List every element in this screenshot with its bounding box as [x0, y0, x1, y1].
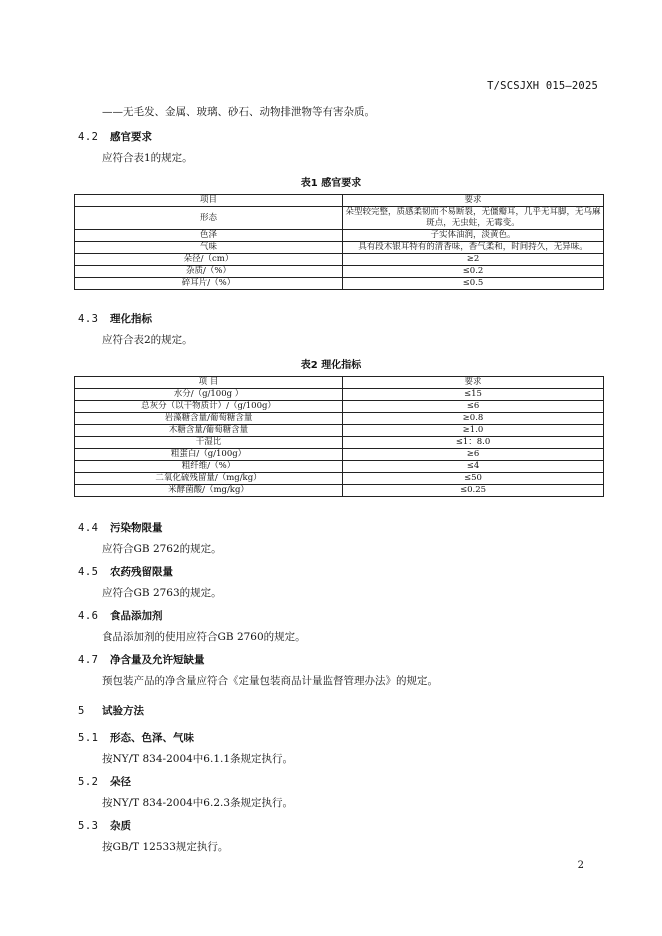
row-requirement: ≤15: [343, 389, 604, 401]
header-item: 项目: [75, 195, 343, 207]
table-1-caption: 表1 感官要求: [300, 178, 362, 189]
row-item: 干湿比: [75, 437, 343, 449]
row-requirement: ≤0.5: [343, 278, 604, 290]
heading-4-3: [78, 311, 152, 326]
section-number: 5.2: [78, 776, 99, 788]
table-row: [75, 401, 604, 413]
row-item: 朵径/（cm）: [75, 254, 343, 266]
section-title: 食品添加剂: [110, 610, 163, 622]
row-item: 二氧化硫残留量/（mg/kg）: [75, 473, 343, 485]
row-item: 总灰分（以干物质计）/（g/100g）: [75, 401, 343, 413]
header-requirement: 要求: [343, 195, 604, 207]
section-title: 杂质: [110, 820, 131, 832]
section-title: 农药残留限量: [110, 566, 173, 578]
row-requirement: ≤6: [343, 401, 604, 413]
para-5-3: 按GB/T 12533规定执行。: [102, 841, 229, 853]
row-item: 粗纤维/（%）: [75, 461, 343, 473]
table-row: [75, 449, 604, 461]
row-item: 碎耳片/（%）: [75, 278, 343, 290]
row-requirement: ≥1.0: [343, 425, 604, 437]
section-title: 感官要求: [110, 131, 152, 143]
row-requirement: 具有段木银耳特有的清香味，香气柔和，时间持久，无异味。: [343, 242, 604, 254]
para-4-2: 应符合表1的规定。: [102, 152, 193, 164]
table-row: [75, 242, 604, 254]
heading-4-7: [78, 652, 205, 667]
para-4-6: 食品添加剂的使用应符合GB 2760的规定。: [102, 631, 306, 643]
row-requirement: ≥0.8: [343, 413, 604, 425]
row-requirement: ≤4: [343, 461, 604, 473]
row-item: 米酵菌酸/（mg/kg）: [75, 485, 343, 497]
document-id: T/SCSJXH 015—2025: [487, 80, 598, 92]
table-row: [75, 230, 604, 242]
sensory-table: [74, 194, 604, 290]
table-2-caption: 表2 理化指标: [300, 360, 362, 371]
row-item: 色泽: [75, 230, 343, 242]
table-row: [75, 473, 604, 485]
para-5-2: 按NY/T 834-2004中6.2.3条规定执行。: [102, 797, 294, 809]
section-title: 形态、色泽、气味: [110, 732, 194, 744]
row-item: 形态: [75, 207, 343, 230]
row-requirement: ≤50: [343, 473, 604, 485]
intro-line: ——无毛发、金属、玻璃、砂石、动物排泄物等有害杂质。: [102, 106, 375, 118]
section-number: 5: [78, 705, 85, 717]
heading-4-4: [78, 520, 163, 535]
table-row: [75, 207, 604, 230]
table-row: [75, 266, 604, 278]
table-row: [75, 413, 604, 425]
row-requirement: 朵型较完整，质感柔韧而不易断裂，无僵瓣耳，几乎无耳脚，无乌麻斑点，无虫蛀，无霉变。: [343, 207, 604, 230]
section-number: 4.2: [78, 131, 99, 143]
row-item: 气味: [75, 242, 343, 254]
section-number: 5.1: [78, 732, 99, 744]
para-4-3: 应符合表2的规定。: [102, 334, 193, 346]
heading-5-3: [78, 818, 131, 833]
section-number: 5.3: [78, 820, 99, 832]
table-row: [75, 425, 604, 437]
row-requirement: ≤0.25: [343, 485, 604, 497]
para-4-4: 应符合GB 2762的规定。: [102, 543, 222, 555]
para-4-7: 预包装产品的净含量应符合《定量包装商品计量监督管理办法》的规定。: [102, 675, 438, 687]
row-item: 岩藻糖含量/葡萄糖含量: [75, 413, 343, 425]
header-item: 项 目: [75, 377, 343, 389]
row-requirement: 子实体油润，淡黄色。: [343, 230, 604, 242]
heading-5: [78, 703, 144, 718]
row-requirement: ≥2: [343, 254, 604, 266]
table-row: [75, 461, 604, 473]
section-number: 4.4: [78, 522, 99, 534]
row-requirement: ≤0.2: [343, 266, 604, 278]
para-4-5: 应符合GB 2763的规定。: [102, 587, 222, 599]
heading-5-1: [78, 730, 194, 745]
row-requirement: ≤1：8.0: [343, 437, 604, 449]
section-title: 净含量及允许短缺量: [110, 654, 205, 666]
page-number: 2: [577, 860, 584, 871]
heading-4-6: [78, 608, 163, 623]
section-number: 4.3: [78, 313, 99, 325]
table-header-row: [75, 377, 604, 389]
section-number: 4.5: [78, 566, 99, 578]
section-number: 4.7: [78, 654, 99, 666]
section-number: 4.6: [78, 610, 99, 622]
para-5-1: 按NY/T 834-2004中6.1.1条规定执行。: [102, 753, 294, 765]
table-row: [75, 278, 604, 290]
table-row: [75, 254, 604, 266]
row-requirement: ≥6: [343, 449, 604, 461]
table-header-row: [75, 195, 604, 207]
table-row: [75, 437, 604, 449]
section-title: 污染物限量: [110, 522, 163, 534]
section-title: 试验方法: [102, 705, 144, 717]
heading-4-2: [78, 129, 152, 144]
physicochemical-table: [74, 376, 604, 497]
section-title: 朵径: [110, 776, 131, 788]
table-row: [75, 389, 604, 401]
row-item: 杂质/（%）: [75, 266, 343, 278]
table-row: [75, 485, 604, 497]
row-item: 木糖含量/葡萄糖含量: [75, 425, 343, 437]
heading-5-2: [78, 774, 131, 789]
header-requirement: 要求: [343, 377, 604, 389]
row-item: 粗蛋白/（g/100g）: [75, 449, 343, 461]
row-item: 水分/（g/100g ）: [75, 389, 343, 401]
heading-4-5: [78, 564, 173, 579]
section-title: 理化指标: [110, 313, 152, 325]
